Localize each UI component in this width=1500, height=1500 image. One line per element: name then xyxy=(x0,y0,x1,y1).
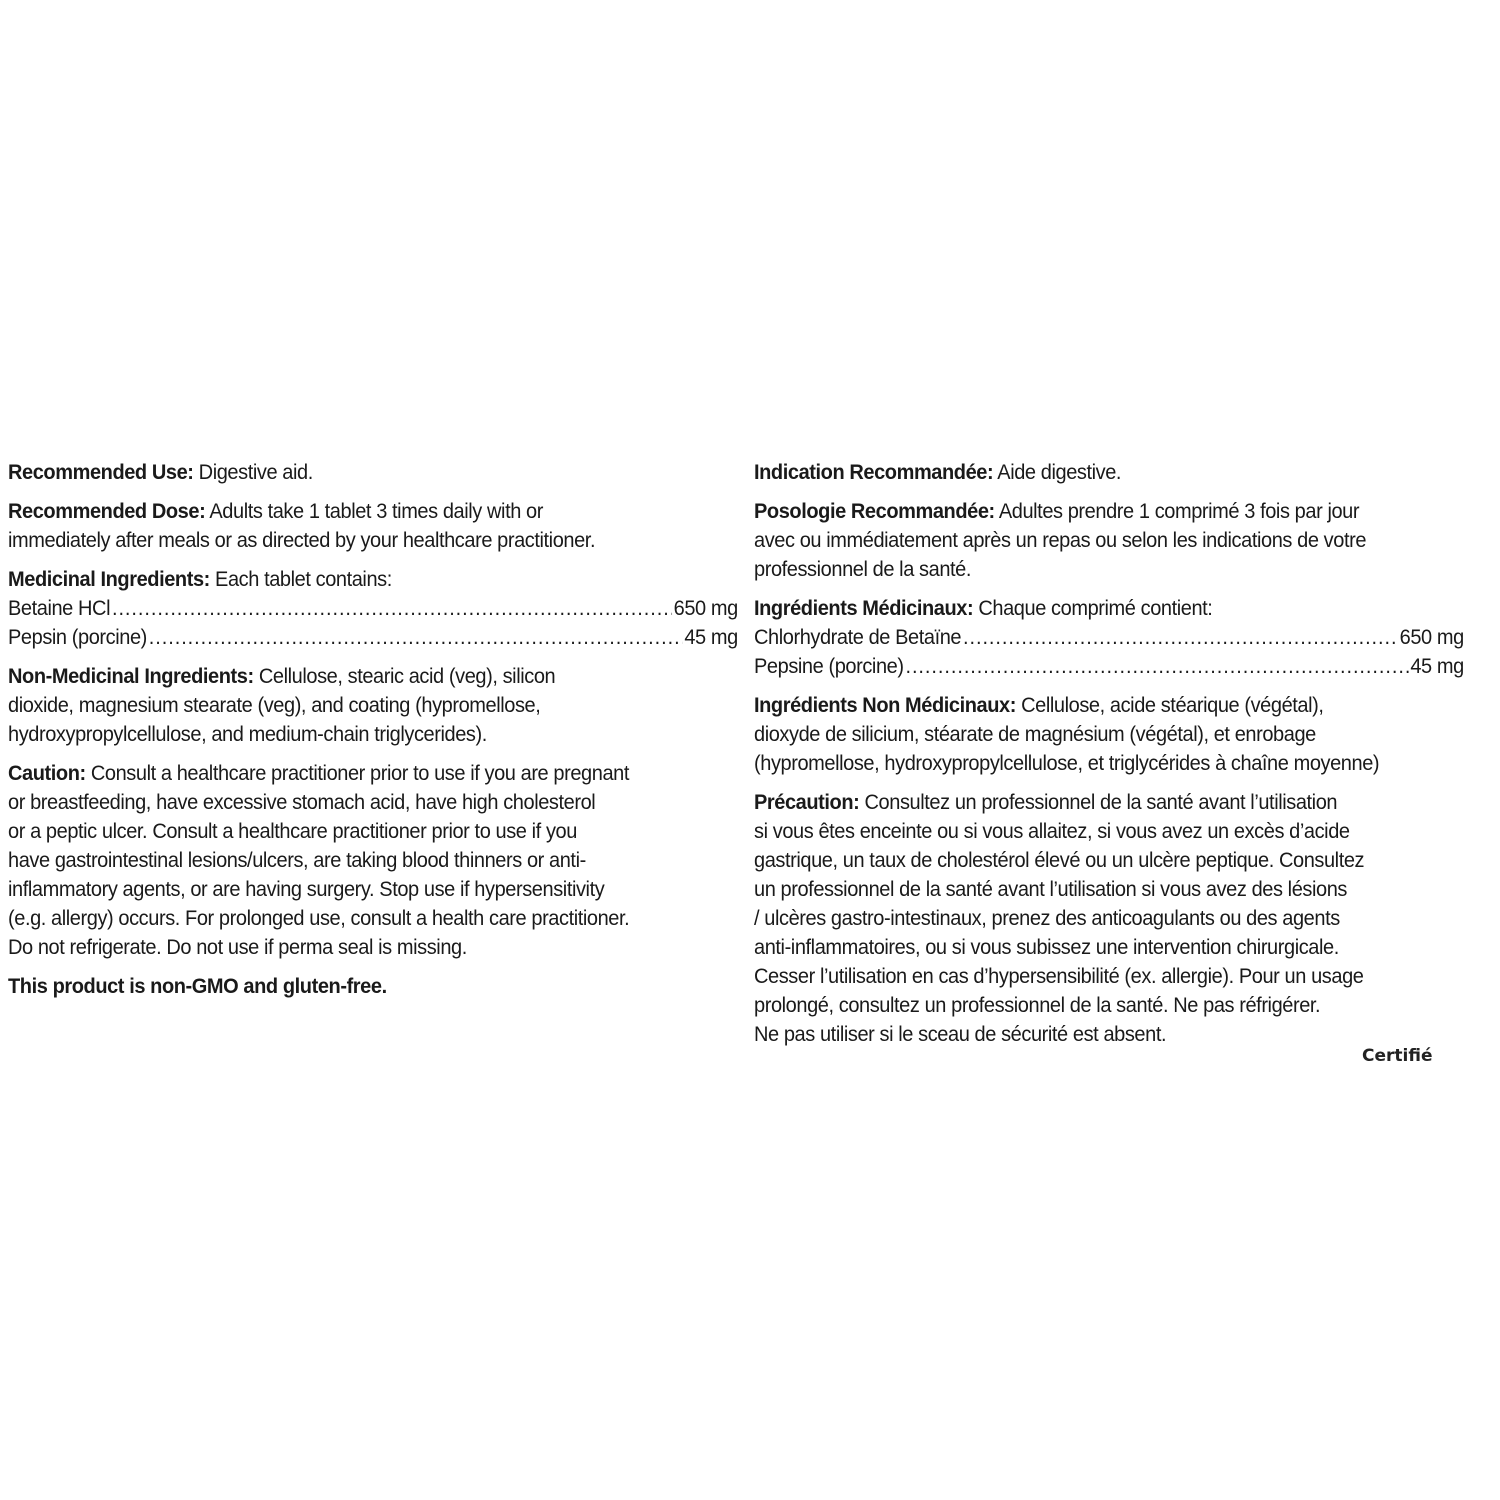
recommended-dose-heading: Recommended Dose: xyxy=(8,499,206,523)
precaution xyxy=(754,788,1464,1049)
english-column xyxy=(8,458,738,1001)
certifie-label: Certifié xyxy=(1362,1046,1433,1066)
ingredient-amount: 45 mg xyxy=(684,625,738,649)
medicinal-text: Each tablet contains: xyxy=(209,567,392,591)
ingredient-name: Pepsine (porcine) xyxy=(754,654,904,678)
ingredient-amount: 650 mg xyxy=(1399,625,1464,649)
precaution-heading: Précaution: xyxy=(754,790,860,814)
indication-text: Aide digestive. xyxy=(993,460,1122,484)
recommended-use xyxy=(8,458,738,487)
ingredient-row xyxy=(754,652,1464,681)
non-medicinal-ingredients xyxy=(8,662,738,749)
non-gmo-statement: This product is non-GMO and gluten-free. xyxy=(8,974,387,998)
product-label-panel xyxy=(0,458,1500,1078)
non-medicinaux-heading: Ingrédients Non Médicinaux: xyxy=(754,693,1016,717)
indication-heading: Indication Recommandée: xyxy=(754,460,994,484)
medicinal-ingredients xyxy=(8,565,738,652)
leader-dots xyxy=(149,623,683,652)
leader-dots xyxy=(905,652,1408,681)
caution xyxy=(8,759,738,962)
medicinaux-heading: Ingrédients Médicinaux: xyxy=(754,596,974,620)
caution-heading: Caution: xyxy=(8,761,86,785)
non-medicinal-text: Cellulose, stearic acid (veg), silicon dioxide, magnesium stearate (veg), and coating (hypromellose, hydroxypropylcellulose, and medium-chain triglycerides). xyxy=(8,664,556,746)
ingredient-name: Chlorhydrate de Betaïne xyxy=(754,625,962,649)
leader-dots xyxy=(112,594,672,623)
ingredients-medicinaux xyxy=(754,594,1464,681)
non-medicinaux-text: Cellulose, acide stéarique (végétal), dioxyde de silicium, stéarate de magnésium (végétal), et enrobage (hypromellose, hydroxypropylcellulose, et triglycérides à chaîne moyenne) xyxy=(754,693,1380,775)
ingredient-row xyxy=(754,623,1464,652)
ingredient-amount: 45 mg xyxy=(1410,654,1464,678)
recommended-use-text: Digestive aid. xyxy=(193,460,313,484)
ingredient-amount: 650 mg xyxy=(673,596,738,620)
ingredient-row xyxy=(8,623,738,652)
ingredient-name: Betaine HCl xyxy=(8,596,111,620)
medicinaux-text: Chaque comprimé contient: xyxy=(973,596,1213,620)
posologie-recommandee xyxy=(754,497,1464,584)
ingredient-row xyxy=(8,594,738,623)
ingredients-non-medicinaux xyxy=(754,691,1464,778)
caution-text: Consult a healthcare practitioner prior to use if you are pregnant or breastfeeding, have excessive stomach acid, have high cholesterol or a peptic ulcer. Consult a healthcare practitioner prior to use if you have gastrointestinal lesions/ulcers, are taking blood thinners or anti- inflammatory agents, or are having surgery. Stop use if hypersensitivity (e.g. allergy) occurs. For prolonged use, consult a health care practitioner. Do not refrigerate. Do not use if perma seal is missing. xyxy=(8,761,630,959)
medicinal-heading: Medicinal Ingredients: xyxy=(8,567,210,591)
french-column xyxy=(754,458,1464,1059)
recommended-dose xyxy=(8,497,738,555)
indication-recommandee xyxy=(754,458,1464,487)
ingredient-name: Pepsin (porcine) xyxy=(8,625,147,649)
posologie-heading: Posologie Recommandée: xyxy=(754,499,995,523)
recommended-use-heading: Recommended Use: xyxy=(8,460,194,484)
recommended-dose-text: Adults take 1 tablet 3 times daily with or immediately after meals or as directed by your healthcare practitioner. xyxy=(8,499,596,552)
posologie-text: Adultes prendre 1 comprimé 3 fois par jour avec ou immédiatement après un repas ou selon les indications de votre professionnel de la santé. xyxy=(754,499,1367,581)
non-medicinal-heading: Non-Medicinal Ingredients: xyxy=(8,664,254,688)
leader-dots xyxy=(963,623,1398,652)
precaution-text: Consultez un professionnel de la santé avant l’utilisation si vous êtes enceinte ou si vous allaitez, si vous avez un excès d’acide gastrique, un taux de cholestérol élevé ou un ulcère peptique. Consultez un professionnel de la santé avant l’utilisation si vous avez des lésions / ulcères gastro-intestinaux, prenez des anticoagulants ou des agents anti-inflammatoires, ou si vous subissez une intervention chirurgicale. Cesser l’utilisation en cas d’hypersensibilité (ex. allergie). Pour un usage prolongé, consultez un professionnel de la santé. Ne pas réfrigérer. Ne pas utiliser si le sceau de sécurité est absent. xyxy=(754,790,1365,1046)
